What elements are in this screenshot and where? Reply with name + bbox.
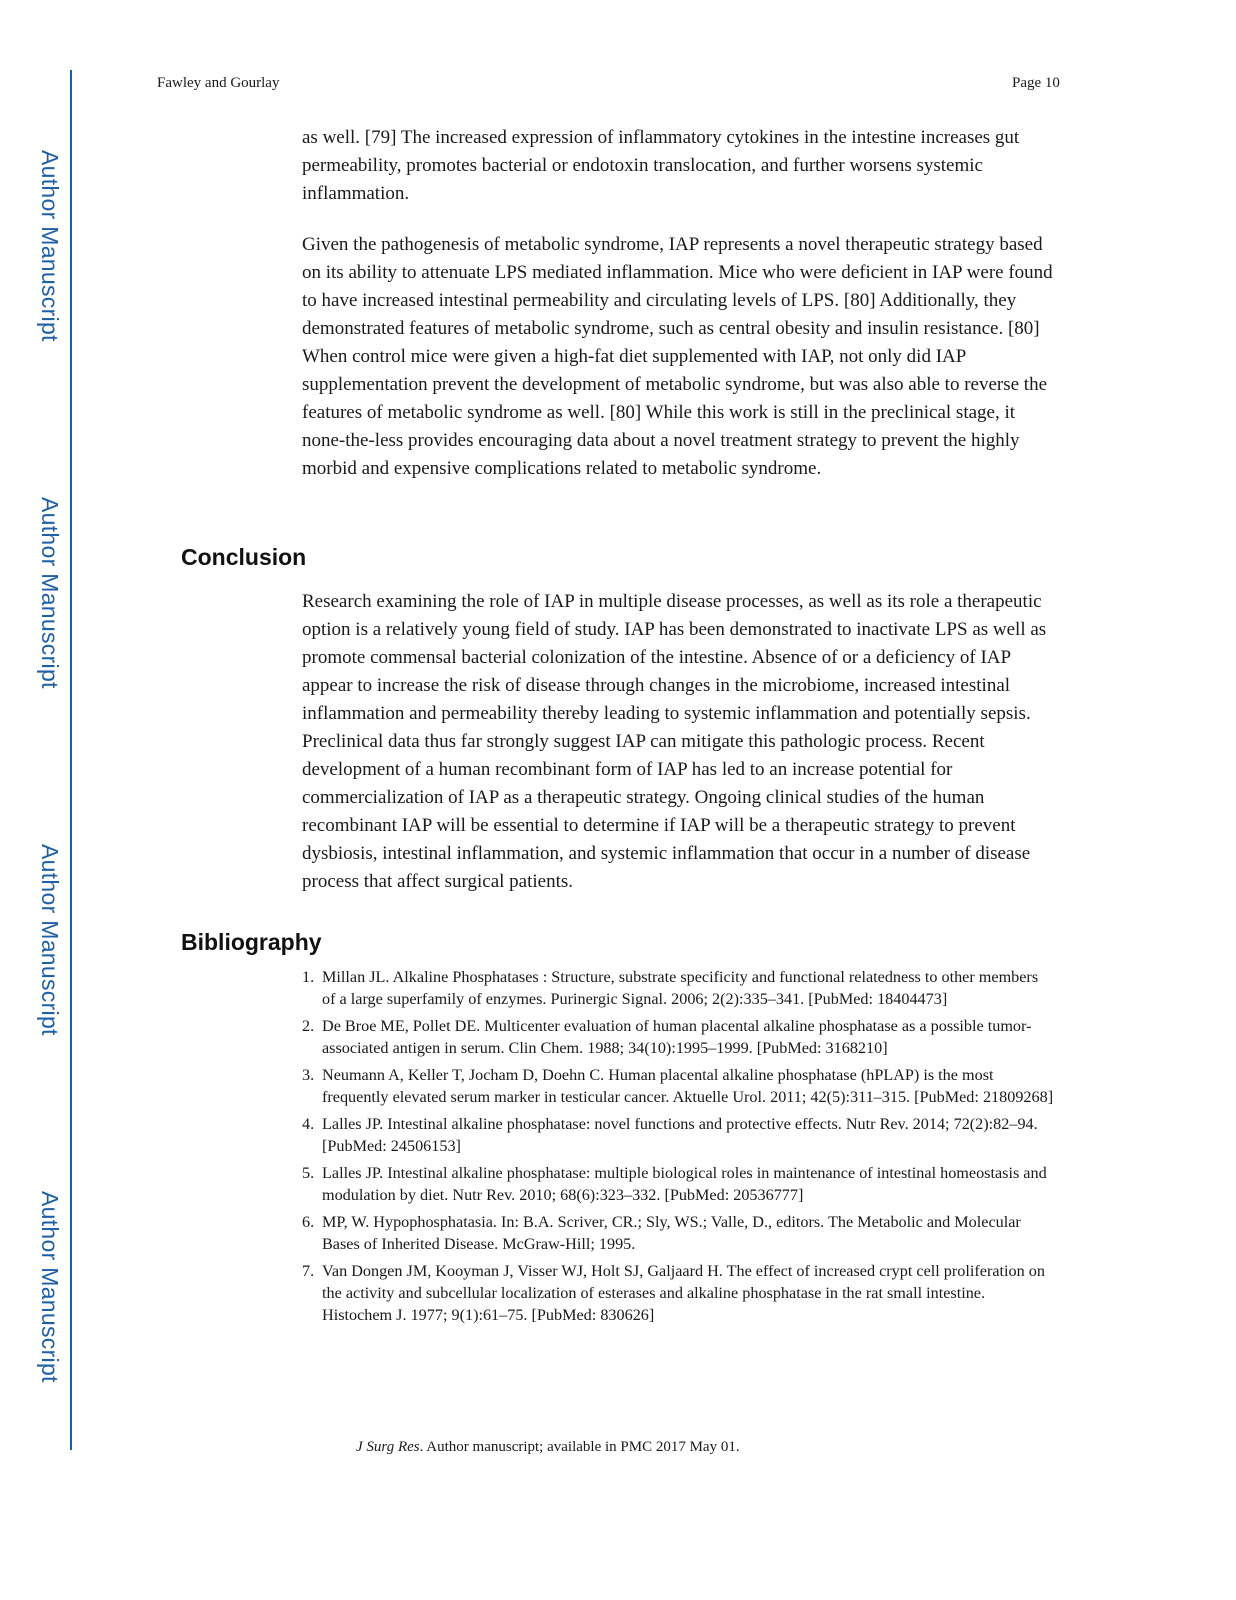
running-head-authors: Fawley and Gourlay bbox=[157, 75, 280, 91]
page-number: Page 10 bbox=[1012, 75, 1060, 91]
footer-text: . Author manuscript; available in PMC 2017 May 01. bbox=[419, 1439, 740, 1455]
reference-number: 3. bbox=[302, 1066, 315, 1084]
reference-text: Van Dongen JM, Kooyman J, Visser WJ, Holt SJ, Galjaard H. The effect of increased crypt cell proliferation on the activity and subcellular localization of esterases and alkaline phosphatase in the rat small intestine. Histochem J. 1977; 9(1):61–75. [PubMed: 830626] bbox=[322, 1262, 1045, 1324]
reference-item bbox=[302, 1113, 1054, 1157]
reference-item bbox=[302, 1162, 1054, 1206]
reference-number: 7. bbox=[302, 1262, 315, 1280]
body-paragraph: as well. [79] The increased expression of inflammatory cytokines in the intestine increases gut permeability, promotes bacterial or endotoxin translocation, and further worsens systemic inflammation. bbox=[302, 127, 1020, 204]
reference-item bbox=[302, 966, 1054, 1010]
footer-journal: J Surg Res bbox=[356, 1439, 420, 1455]
margin-rule bbox=[70, 70, 72, 1450]
reference-text: Millan JL. Alkaline Phosphatases : Structure, substrate specificity and functional relatedness to other members of a large superfamily of enzymes. Purinergic Signal. 2006; 2(2):335–341. [PubMed: 18404473] bbox=[322, 968, 1039, 1008]
body-paragraph: Given the pathogenesis of metabolic syndrome, IAP represents a novel therapeutic strategy based on its ability to attenuate LPS mediated inflammation. Mice who were deficient in IAP were found to have increased intestinal permeability and circulating levels of LPS. [80] Additionally, they demonstrated features of metabolic syndrome, such as central obesity and insulin resistance. [80] When control mice were given a high-fat diet supplemented with IAP, not only did IAP supplementation prevent the development of metabolic syndrome, but was also able to reverse the features of metabolic syndrome as well. [80] While this work is still in the preclinical stage, it none-the-less provides encouraging data about a novel treatment strategy to prevent the highly morbid and expensive complications related to metabolic syndrome. bbox=[302, 234, 1053, 479]
reference-text: Lalles JP. Intestinal alkaline phosphatase: novel functions and protective effects. Nutr Rev. 2014; 72(2):82–94. [PubMed: 24506153] bbox=[322, 1115, 1038, 1155]
reference-number: 5. bbox=[302, 1164, 315, 1182]
reference-text: MP, W. Hypophosphatasia. In: B.A. Scriver, CR.; Sly, WS.; Valle, D., editors. The Metabolic and Molecular Bases of Inherited Disease. McGraw-Hill; 1995. bbox=[322, 1213, 1021, 1253]
reference-item bbox=[302, 1064, 1054, 1108]
footer bbox=[356, 1439, 740, 1456]
reference-item bbox=[302, 1211, 1054, 1255]
section-heading-conclusion: Conclusion bbox=[181, 544, 307, 570]
section-heading-bibliography: Bibliography bbox=[181, 929, 322, 955]
reference-text: Lalles JP. Intestinal alkaline phosphatase: multiple biological roles in maintenance of intestinal homeostasis and modulation by diet. Nutr Rev. 2010; 68(6):323–332. [PubMed: 20536777] bbox=[322, 1164, 1047, 1204]
conclusion-paragraph: Research examining the role of IAP in multiple disease processes, as well as its role a therapeutic option is a relatively young field of study. IAP has been demonstrated to inactivate LPS as well as promote commensal bacterial colonization of the intestine. Absence of or a deficiency of IAP appear to increase the risk of disease through changes in the microbiome, increased intestinal inflammation and permeability thereby leading to systemic inflammation and potentially sepsis. Preclinical data thus far strongly suggest IAP can mitigate this pathologic process. Recent development of a human recombinant form of IAP has led to an increase potential for commercialization of IAP as a therapeutic strategy. Ongoing clinical studies of the human recombinant IAP will be essential to determine if IAP will be a therapeutic strategy to prevent dysbiosis, intestinal inflammation, and systemic inflammation that occur in a number of disease process that affect surgical patients. bbox=[302, 591, 1047, 892]
reference-text: Neumann A, Keller T, Jocham D, Doehn C. Human placental alkaline phosphatase (hPLAP) is the most frequently elevated serum marker in testicular cancer. Aktuelle Urol. 2011; 42(5):311–315. [PubMed: 21809268] bbox=[322, 1066, 1054, 1106]
reference-item bbox=[302, 1015, 1054, 1059]
reference-number: 6. bbox=[302, 1213, 315, 1231]
reference-number: 1. bbox=[302, 968, 315, 986]
reference-item bbox=[302, 1260, 1054, 1326]
reference-list bbox=[302, 966, 1054, 1331]
reference-number: 2. bbox=[302, 1017, 315, 1035]
reference-number: 4. bbox=[302, 1115, 315, 1133]
reference-text: De Broe ME, Pollet DE. Multicenter evaluation of human placental alkaline phosphatase as a possible tumor-associated antigen in serum. Clin Chem. 1988; 34(10):1995–1999. [PubMed: 3168210] bbox=[322, 1017, 1032, 1057]
